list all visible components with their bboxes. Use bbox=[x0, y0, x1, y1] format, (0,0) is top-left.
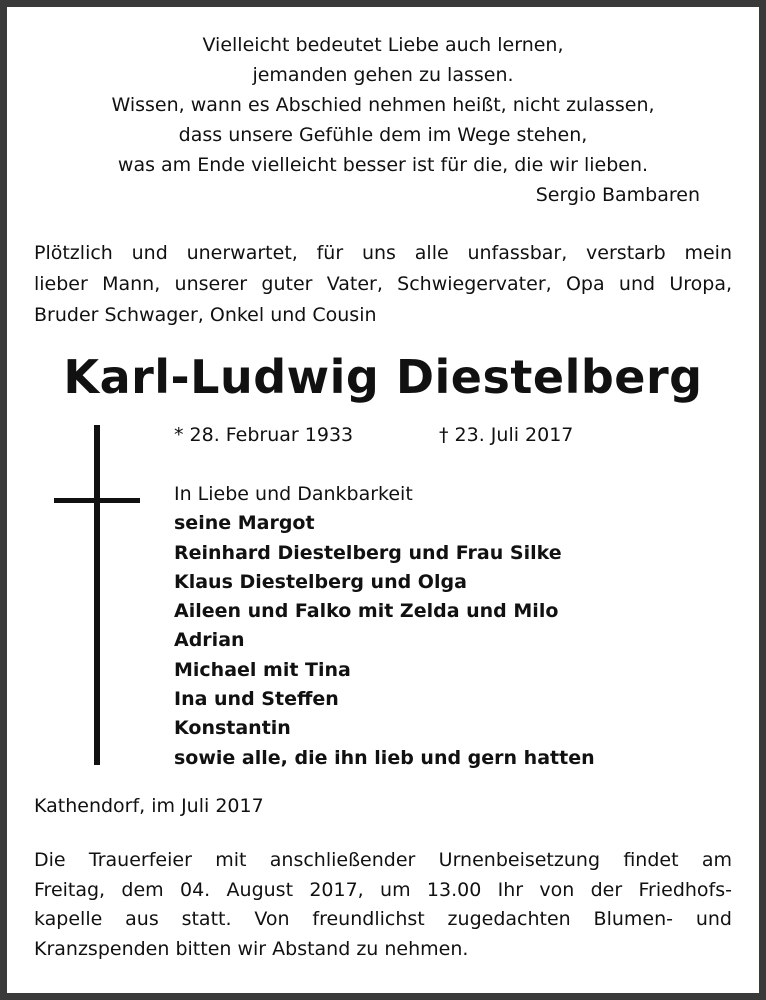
poem-line: jemanden gehen zu lassen. bbox=[252, 64, 514, 86]
ceremony-info bbox=[34, 846, 732, 964]
mourner-name: Konstantin bbox=[174, 717, 291, 740]
mourner-name: Klaus Diestelberg und Olga bbox=[174, 570, 467, 593]
ceremony-line: kapelle aus statt. Von freundlichst zugedachten Blumen- und bbox=[34, 908, 732, 930]
cross-vertical-bar bbox=[94, 425, 100, 765]
poem-author: Sergio Bambaren bbox=[535, 184, 700, 206]
mourners-intro: In Liebe und Dankbarkeit bbox=[174, 483, 413, 505]
poem-line: Vielleicht bedeutet Liebe auch lernen, bbox=[202, 34, 564, 56]
poem-line: was am Ende vielleicht besser ist für die, die wir lieben. bbox=[117, 154, 649, 176]
mourners-list bbox=[174, 480, 732, 773]
ceremony-line: Freitag, dem 04. August 2017, um 13.00 Ihr von der Friedhofs- bbox=[34, 878, 732, 901]
life-dates bbox=[174, 420, 732, 450]
poem-line: Wissen, wann es Abschied nehmen heißt, nicht zulassen, bbox=[111, 94, 655, 116]
mourner-name: Aileen und Falko mit Zelda und Milo bbox=[174, 600, 559, 623]
mourner-name: sowie alle, die ihn lieb und gern hatten bbox=[174, 746, 595, 769]
place-and-date: Kathendorf, im Juli 2017 bbox=[34, 795, 264, 817]
mourner-name: Ina und Steffen bbox=[174, 688, 339, 711]
birth-date: * 28. Februar 1933 bbox=[174, 424, 354, 446]
cross-icon bbox=[54, 425, 140, 765]
poem bbox=[34, 30, 732, 180]
announcement-line: lieber Mann, unserer guter Vater, Schwiegervater, Opa und Uropa, bbox=[34, 273, 732, 295]
mourner-name: seine Margot bbox=[174, 512, 315, 535]
mourner-name: Adrian bbox=[174, 629, 245, 652]
ceremony-line: Die Trauerfeier mit anschließender Urnenbeisetzung findet am bbox=[34, 849, 732, 871]
announcement-line: Plötzlich und unerwartet, für uns alle unfassbar, verstarb mein bbox=[34, 242, 732, 264]
cross-horizontal-bar bbox=[54, 498, 140, 503]
deceased-name: Karl-Ludwig Diestelberg bbox=[63, 350, 703, 404]
death-date: † 23. Juli 2017 bbox=[439, 424, 574, 446]
announcement-line: Bruder Schwager, Onkel und Cousin bbox=[34, 304, 377, 326]
mourner-name: Reinhard Diestelberg und Frau Silke bbox=[174, 541, 562, 564]
ceremony-line: Kranzspenden bitten wir Abstand zu nehmen. bbox=[34, 937, 469, 960]
mourner-name: Michael mit Tina bbox=[174, 658, 351, 681]
announcement-text bbox=[34, 238, 732, 331]
obituary-notice bbox=[34, 0, 732, 1000]
poem-line: dass unsere Gefühle dem im Wege stehen, bbox=[178, 124, 588, 146]
